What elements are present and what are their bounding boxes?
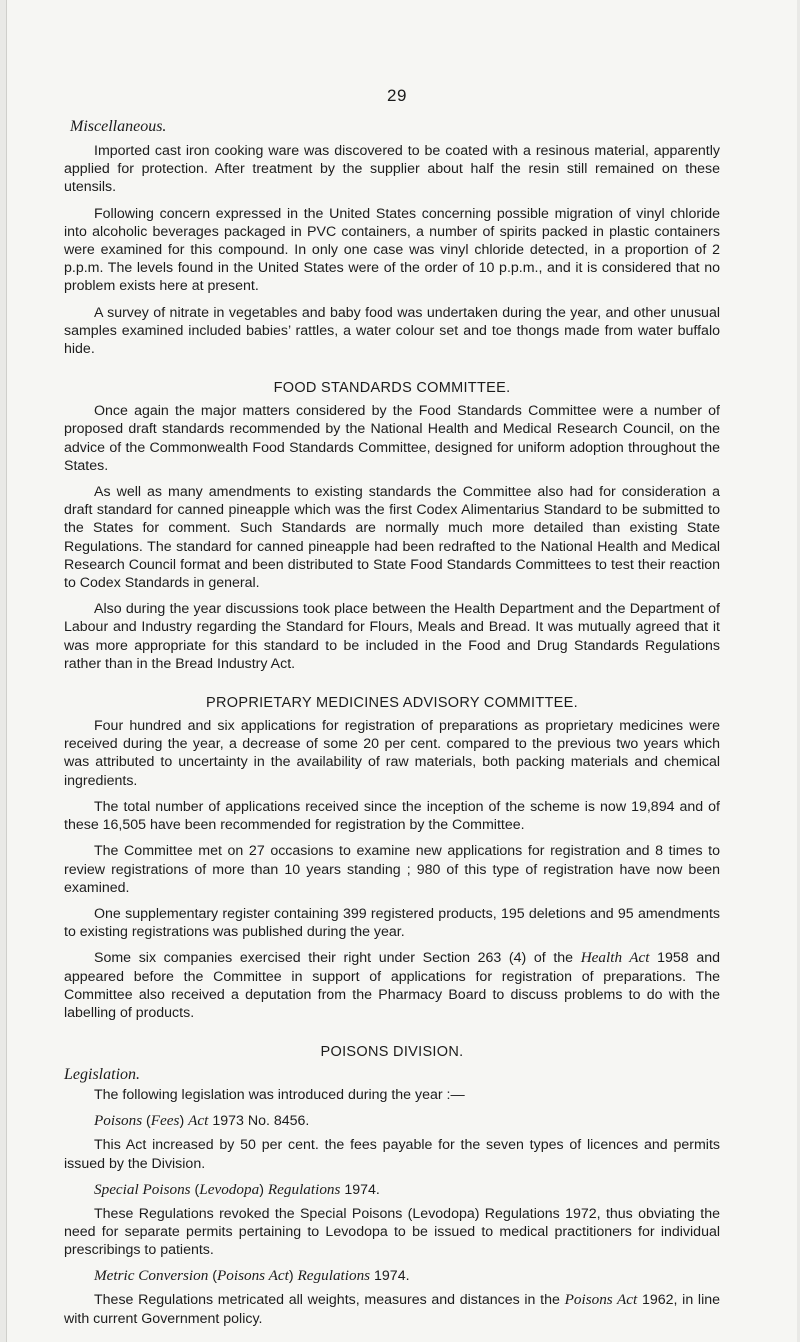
text-run: ) [288,1268,298,1285]
document-page [6,0,797,1342]
section-heading-miscellaneous: Miscellaneous. [70,118,167,135]
italic-text: Health Act [580,949,650,967]
text-run: 1958 and appeared before the Committee in support of applications for registration of preparations. The Committee also received a deputation from the Pharmacy Board to discuss problems to do with the labelling of products. [64,950,720,1021]
italic-text: Metric Conversion [94,1267,209,1285]
paragraph: One supplementary register containing 399 registered products, 195 deletions and 95 amendments to existing registrations was published during the year. [64,905,720,941]
act-title [94,1181,720,1199]
italic-text: Poisons [94,1112,143,1130]
subheading-legislation: Legislation. [64,1066,141,1084]
italic-text: Poisons Act [216,1267,289,1285]
paragraph: Also during the year discussions took place between the Health Department and the Department of Labour and Industry regarding the Standard for Flours, Meals and Bread. It was mutually agreed that it was more appropriate for this standard to be included in the Food and Drug Standards Regulations rather than in the Bread Industry Act. [64,601,720,672]
paragraph: The Committee met on 27 occasions to examine new applications for registration and 8 times to review registrations of more than 10 years standing ; 980 of this type of registration have now been examined. [64,843,720,896]
section-heading-poisons-division: POISONS DIVISION. [320,1044,464,1061]
text-run: ( [190,1181,200,1198]
italic-text: Regulations [297,1267,371,1285]
text-run: ) [179,1113,189,1130]
text-run: 1974. [370,1268,410,1285]
paragraph: These Regulations revoked the Special Poisons (Levodopa) Regulations 1972, thus obviating the need for separate permits pertaining to Levodopa to be issued to medical practitioners for individual prescribings to patients. [64,1205,720,1259]
italic-text: Special Poisons [94,1180,191,1198]
italic-text: Regulations [267,1180,341,1198]
section-heading-proprietary-medicines: PROPRIETARY MEDICINES ADVISORY COMMITTEE. [206,695,578,712]
text-run: ( [142,1113,151,1130]
text-run: ( [208,1268,217,1285]
section-heading-food-standards: FOOD STANDARDS COMMITTEE. [273,380,511,397]
italic-text: Fees [150,1112,180,1130]
paragraph [64,949,720,1022]
act-title [94,1112,720,1130]
italic-text: Act [188,1112,209,1130]
paragraph: This Act increased by 50 per cent. the fees payable for the seven types of licences and permits issued by the Division. [64,1137,720,1172]
italic-text: Poisons Act [564,1291,638,1309]
text-run: 1974. [340,1181,380,1198]
text-run: 1973 No. 8456. [208,1113,310,1130]
text-run: Some six companies exercised their right under Section 263 (4) of the [94,950,581,967]
paragraph: The total number of applications received since the inception of the scheme is now 19,894 and of these 16,505 have been recommended for registration by the Committee. [64,798,720,834]
paragraph: Following concern expressed in the United States concerning possible migration of vinyl chloride into alcoholic beverages packaged in PVC containers, a number of spirits packed in plastic containers were examined for this compound. In only one case was vinyl chloride detected, in a proportion of 2 p.p.m. The levels found in the United States were of the order of 10 p.p.m., and it is considered that no problem exists here at present. [64,205,720,295]
paragraph: Imported cast iron cooking ware was discovered to be coated with a resinous material, apparently applied for protection. After treatment by the supplier about half the resin still remained on these utensils. [64,143,720,196]
text-run: ) [259,1181,268,1198]
text-run: 1962, in line with current Government policy. [64,1292,721,1327]
paragraph: As well as many amendments to existing standards the Committee also had for consideration a draft standard for canned pineapple which was the first Codex Alimentarius Standard to be submitted to the States for comment. Such Standards are normally much more detailed than existing State Regulations. The standard for canned pineapple had been redrafted to the National Health and Medical Research Council format and been distributed to State Food Standards Committees to test their reaction to Codex Standards in general. [64,484,720,592]
italic-text: Levodopa [199,1180,260,1198]
act-title [94,1267,720,1285]
paragraph: The following legislation was introduced during the year :— [94,1087,465,1104]
paragraph: Once again the major matters considered by the Food Standards Committee were a number of proposed draft standards recommended by the National Health and Medical Research Council, on the advice of the Commonwealth Food Standards Committee, designed for uniform adoption throughout the States. [64,403,720,474]
page-body [64,89,720,1328]
paragraph: A survey of nitrate in vegetables and baby food was undertaken during the year, and other unusual samples examined included babies’ rattles, a water colour set and toe thongs made from water buffalo hide. [64,304,720,358]
page-number: 29 [387,86,407,105]
text-run: These Regulations metricated all weights, measures and distances in the [94,1292,565,1309]
paragraph [64,1291,720,1327]
paragraph: Four hundred and six applications for registration of preparations as proprietary medicines were received during the year, a decrease of some 20 per cent. compared to the previous two years which was attributed to uncertainty in the availability of raw materials, both packing materials and chemical ingredients. [64,718,720,789]
